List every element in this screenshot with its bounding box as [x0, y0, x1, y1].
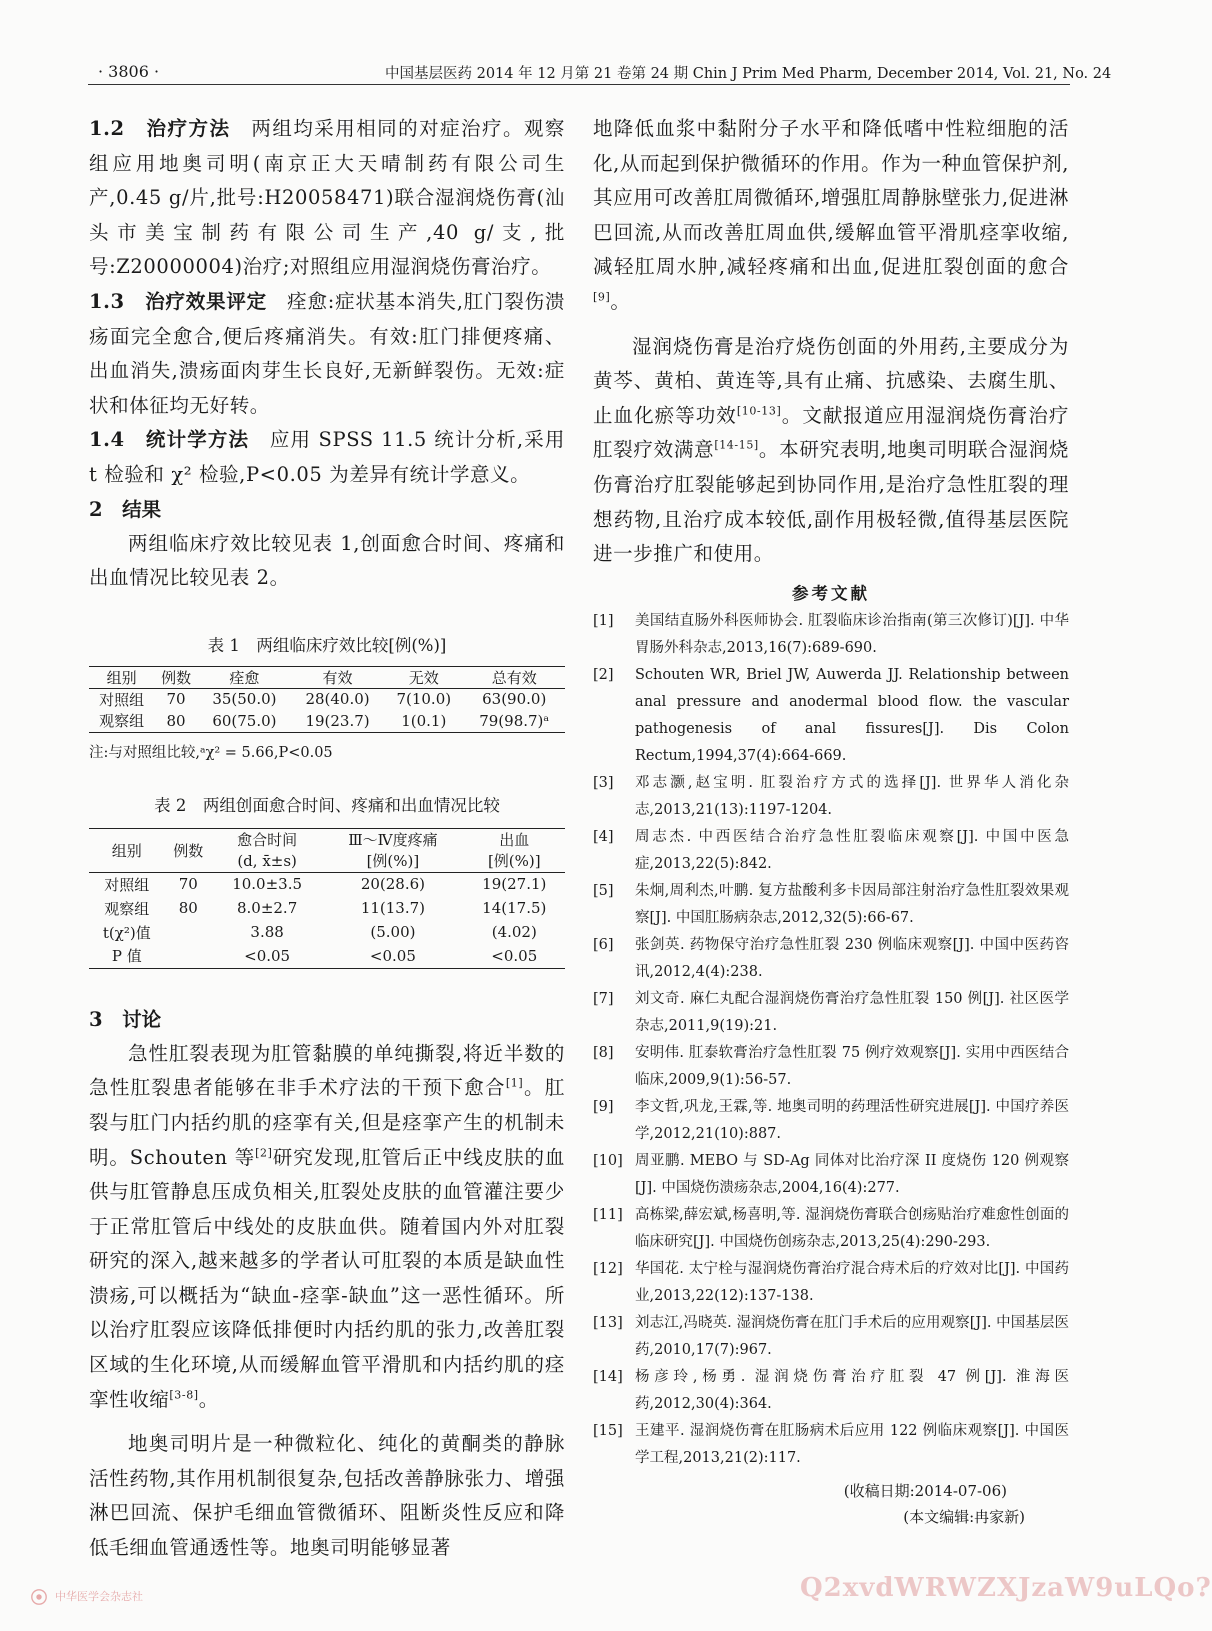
section-1-4-text: 应用 SPSS 11.5 统计分析,采用 t 检验和 χ² 检验,P<0.05 为差异有统计学意义。	[89, 428, 566, 486]
reference-item	[593, 824, 1069, 878]
table-row	[89, 944, 565, 968]
reference-item	[593, 1094, 1069, 1148]
reference-text: 杨彦玲,杨勇. 湿润烧伤膏治疗肛裂 47 例[J]. 淮海医药,2012,30(4):364.	[635, 1368, 1069, 1412]
reference-text: 刘文奇. 麻仁丸配合湿润烧伤膏治疗急性肛裂 150 例[J]. 社区医学杂志,2011,9(19):21.	[635, 990, 1069, 1034]
table-cell: 对照组	[99, 690, 145, 709]
table-cell: 3.88	[250, 923, 284, 942]
table-cell: 35(50.0)	[212, 690, 277, 709]
citation: [9]	[593, 290, 611, 304]
table-row	[89, 688, 565, 710]
table-2-caption: 表 2 两组创面愈合时间、疼痛和出血情况比较	[154, 795, 500, 815]
table-1-caption: 表 1 两组临床疗效比较[例(%)]	[207, 635, 447, 655]
table-cell: 63(90.0)	[482, 690, 547, 709]
citation: [14-15]	[714, 438, 759, 452]
table-2-header: 组别	[89, 828, 165, 872]
reference-number: [13]	[593, 1314, 623, 1331]
reference-item	[593, 1310, 1069, 1364]
reference-text: Schouten WR, Briel JW, Auwerda JJ. Relationship between anal pressure and anodermal blood flow. the vascular pathogenesis of anal fissures[J]. Dis Colon Rectum,1994,37(4):664-669.	[635, 666, 1069, 764]
table-1-header: 痊愈	[229, 668, 260, 687]
reference-number: [7]	[593, 990, 614, 1007]
left-column	[89, 112, 565, 1566]
reference-item	[593, 770, 1069, 824]
body-text: 。本研究表明,地奥司明联合湿润烧伤膏治疗肛裂能够起到协同作用,是治疗急性肛裂的理想药物,且治疗成本较低,副作用极轻微,值得基层医院进一步推广和使用。	[593, 438, 1069, 566]
reference-text: 邓志灏,赵宝明. 肛裂治疗方式的选择[J]. 世界华人消化杂志,2013,21(13):1197-1204.	[635, 774, 1069, 818]
reference-item	[593, 932, 1069, 986]
table-cell: 70	[166, 690, 186, 709]
table-row	[89, 920, 565, 944]
table-2-header: 例数	[165, 828, 212, 872]
section-1-3	[89, 285, 565, 423]
table-2	[89, 828, 565, 969]
citation: [1]	[505, 1076, 524, 1090]
reference-number: [2]	[593, 666, 614, 683]
table-cell: 10.0±3.5	[232, 875, 303, 894]
right-column	[593, 112, 1069, 1530]
table-2-header-row	[89, 828, 565, 850]
table-cell: t(χ²)值	[102, 923, 151, 942]
table-cell: (5.00)	[370, 923, 416, 942]
reference-number: [14]	[593, 1368, 623, 1385]
watermark-code: Q2xvdWRWZXJzaW9uLQo?	[800, 1573, 1212, 1603]
table-2-subheader: [例(%)]	[366, 852, 420, 871]
reference-text: 美国结直肠外科医师协会. 肛裂临床诊治指南(第三次修订)[J]. 中华胃肠外科杂志,2013,16(7):689-690.	[635, 612, 1069, 656]
table-cell: 70	[178, 875, 198, 894]
discussion-text: 。	[198, 1387, 219, 1411]
citation: [3-8]	[169, 1388, 199, 1402]
table-cell: 79(98.7)ᵃ	[479, 711, 550, 730]
section-1-4-heading: 1.4 统计学方法	[89, 428, 250, 452]
table-cell: 11(13.7)	[360, 899, 426, 918]
table-row	[89, 896, 565, 920]
reference-item	[593, 1148, 1069, 1202]
citation: [2]	[255, 1146, 273, 1159]
table-cell: 观察组	[99, 712, 145, 731]
reference-item	[593, 1256, 1069, 1310]
reference-number: [12]	[593, 1260, 623, 1277]
reference-item	[593, 1202, 1069, 1256]
reference-number: [15]	[593, 1422, 623, 1439]
references-title: 参考文献	[792, 583, 870, 603]
page-number: · 3806 ·	[98, 62, 160, 81]
section-1-3-heading: 1.3 治疗效果评定	[89, 289, 267, 313]
table-cell: 7(10.0)	[396, 690, 452, 709]
table-row	[89, 710, 565, 732]
section-1-4	[89, 423, 565, 492]
table-cell: 8.0±2.7	[236, 899, 298, 918]
journal-header: 中国基层医药 2014 年 12 月第 21 卷第 24 期 Chin J Prim Med Pharm, December 2014, Vol. 21, No. 24	[385, 66, 1112, 82]
table-1-note: 注:与对照组比较,ᵃχ² = 5.66,P<0.05	[89, 744, 333, 761]
table-1-header-row	[89, 666, 565, 688]
table-cell: 20(28.6)	[360, 875, 426, 894]
reference-item	[593, 1418, 1069, 1472]
table-1-header: 总有效	[491, 668, 537, 687]
reference-item	[593, 662, 1069, 770]
table-cell: 60(75.0)	[212, 711, 277, 730]
reference-text: 张剑英. 药物保守治疗急性肛裂 230 例临床观察[J]. 中国中医药咨讯,2012,4(4):238.	[635, 936, 1069, 980]
reference-text: 安明伟. 肛泰软膏治疗急性肛裂 75 例疗效观察[J]. 实用中西医结合临床,2009,9(1):56-57.	[635, 1044, 1069, 1088]
reference-number: [9]	[593, 1098, 614, 1115]
reference-item	[593, 878, 1069, 932]
table-2-header: Ⅲ～Ⅳ度疼痛	[348, 830, 438, 849]
reference-item	[593, 608, 1069, 662]
table-2-subheader: (d, x̄±s)	[237, 851, 297, 870]
publisher-logo-icon	[30, 1588, 48, 1606]
table-1-header: 组别	[106, 668, 137, 687]
discussion-text: 急性肛裂表现为肛管黏膜的单纯撕裂,将近半数的急性肛裂患者能够在非手术疗法的干预下愈合	[89, 1041, 565, 1100]
table-cell: 1(0.1)	[401, 711, 447, 730]
reference-number: [3]	[593, 774, 614, 791]
reference-text: 刘志江,冯晓英. 湿润烧伤膏在肛门手术后的应用观察[J]. 中国基层医药,2010,17(7):967.	[635, 1314, 1069, 1358]
table-cell: <0.05	[369, 946, 416, 965]
reference-number: [4]	[593, 828, 614, 845]
discussion-text: 。肛裂与肛门内括约肌的痉挛有关,但是痉挛产生的机制未明。Schouten 等	[89, 1076, 565, 1169]
reference-number: [11]	[593, 1206, 623, 1223]
table-cell: 19(27.1)	[482, 875, 547, 894]
reference-text: 周亚鹏. MEBO 与 SD-Ag 同体对比治疗深 II 度烧伤 120 例观察[J]. 中国烧伤溃疡杂志,2004,16(4):277.	[635, 1152, 1069, 1196]
table-cell: <0.05	[491, 946, 538, 965]
table-cell	[165, 944, 212, 968]
reference-number: [5]	[593, 882, 614, 899]
reference-item	[593, 1364, 1069, 1418]
discussion-text: 研究发现,肛管后正中线皮肤的血供与肛管静息压成负相关,肛裂处皮肤的血管灌注要少于正常肛管后中线处的皮肤血供。随着国内外对肛裂研究的深入,越来越多的学者认可肛裂的本质是缺血性溃疡,可以概括为“缺血-痉挛-缺血”这一恶性循环。所以治疗肛裂应该降低排便时内括约肌的张力,改善肛裂区域的生化环境,从而缓解血管平滑肌和内括约肌的痉挛性收缩	[89, 1145, 565, 1411]
reference-text: 李文哲,巩龙,王霖,等. 地奥司明的药理活性研究进展[J]. 中国疗养医学,2012,21(10):887.	[635, 1098, 1069, 1142]
reference-list	[593, 608, 1069, 1472]
publisher-watermark: 中华医学会杂志社	[55, 1590, 143, 1603]
table-2-header: 出血	[499, 830, 530, 849]
section-1-2-text: 两组均采用相同的对症治疗。观察组应用地奥司明(南京正大天晴制药有限公司生产,0.45 g/片,批号:H20058471)联合湿润烧伤膏(汕头市美宝制药有限公司生产,40 g/支,批号:Z20000004)治疗;对照组应用湿润烧伤膏治疗。	[89, 117, 565, 279]
table-1-header: 有效	[322, 668, 353, 687]
table-cell: 80	[178, 899, 198, 918]
reference-number: [8]	[593, 1044, 614, 1061]
table-1-header: 例数	[161, 668, 192, 687]
reference-text: 高栋梁,薛宏斌,杨喜明,等. 湿润烧伤膏联合创疡贴治疗难愈性创面的临床研究[J]. 中国烧伤创疡杂志,2013,25(4):290-293.	[635, 1206, 1069, 1250]
reference-number: [1]	[593, 612, 614, 629]
reference-text: 华国花. 太宁栓与湿润烧伤膏治疗混合痔术后的疗效对比[J]. 中国药业,2013,22(12):137-138.	[635, 1260, 1069, 1304]
table-cell: <0.05	[244, 946, 291, 965]
table-2-header: 愈合时间	[237, 830, 298, 849]
right-paragraph-1	[593, 112, 1069, 320]
reference-text: 朱炯,周利杰,叶鹏. 复方盐酸利多卡因局部注射治疗急性肛裂效果观察[J]. 中国肛肠病杂志,2012,32(5):66-67.	[635, 882, 1069, 926]
table-cell: 80	[166, 711, 186, 730]
table-row	[89, 872, 565, 896]
table-1	[89, 666, 565, 733]
table-cell	[165, 920, 212, 944]
table-cell: 28(40.0)	[305, 690, 370, 709]
reference-number: [10]	[593, 1152, 623, 1169]
body-text: 。	[610, 289, 631, 313]
table-cell: 对照组	[104, 875, 150, 894]
section-1-2	[89, 112, 565, 285]
header-rule	[88, 84, 1070, 85]
citation: [10-13]	[736, 404, 782, 418]
discussion-paragraph-2: 地奥司明片是一种微粒化、纯化的黄酮类的静脉活性药物,其作用机制很复杂,包括改善静脉张力、增强淋巴回流、保护毛细血管微循环、阻断炎性反应和降低毛细血管通透性等。地奥司明能够显著	[89, 1432, 565, 1560]
section-1-2-heading: 1.2 治疗方法	[89, 117, 231, 140]
section-3-heading: 3 讨论	[89, 1007, 162, 1031]
reference-text: 王建平. 湿润烧伤膏在肛肠病术后应用 122 例临床观察[J]. 中国医学工程,2013,21(2):117.	[635, 1422, 1069, 1466]
table-cell: 观察组	[104, 899, 150, 918]
editor-credit: (本文编辑:冉家新)	[903, 1507, 1025, 1526]
body-text: 。文献报道应用湿润烧伤膏治疗肛裂疗效满意	[593, 403, 1070, 462]
section-1-3-text: 痊愈:症状基本消失,肛门裂伤溃疡面完全愈合,便后疼痛消失。有效:肛门排便疼痛、出血消失,溃疡面肉芽生长良好,无新鲜裂伤。无效:症状和体征均无好转。	[89, 289, 565, 417]
table-2-subheader: [例(%)]	[487, 852, 541, 871]
discussion-paragraph-1	[89, 1037, 565, 1418]
section-2-text: 两组临床疗效比较见表 1,创面愈合时间、疼痛和出血情况比较见表 2。	[89, 531, 565, 590]
table-1-header: 无效	[408, 668, 439, 687]
reference-item	[593, 986, 1069, 1040]
body-text: 湿润烧伤膏是治疗烧伤创面的外用药,主要成分为黄芩、黄柏、黄连等,具有止痛、抗感染、去腐生肌、止血化瘀等功效	[593, 334, 1069, 427]
reference-item	[593, 1040, 1069, 1094]
table-cell: 19(23.7)	[305, 711, 370, 730]
received-date: (收稿日期:2014-07-06)	[843, 1481, 1007, 1500]
table-cell: 14(17.5)	[482, 899, 547, 918]
section-2-heading: 2 结果	[89, 497, 162, 521]
table-cell: (4.02)	[491, 923, 537, 942]
reference-text: 周志杰. 中西医结合治疗急性肛裂临床观察[J]. 中国中医急症,2013,22(5):842.	[635, 828, 1069, 872]
right-paragraph-2	[593, 330, 1069, 572]
table-cell: P 值	[111, 947, 142, 966]
reference-number: [6]	[593, 936, 614, 953]
body-text: 地降低血浆中黏附分子水平和降低嗜中性粒细胞的活化,从而起到保护微循环的作用。作为一种血管保护剂,其应用可改善肛周微循环,增强肛周静脉壁张力,促进淋巴回流,从而改善肛周血供,缓解血管平滑肌痉挛收缩,减轻肛周水肿,减轻疼痛和出血,促进肛裂创面的愈合	[593, 117, 1069, 279]
